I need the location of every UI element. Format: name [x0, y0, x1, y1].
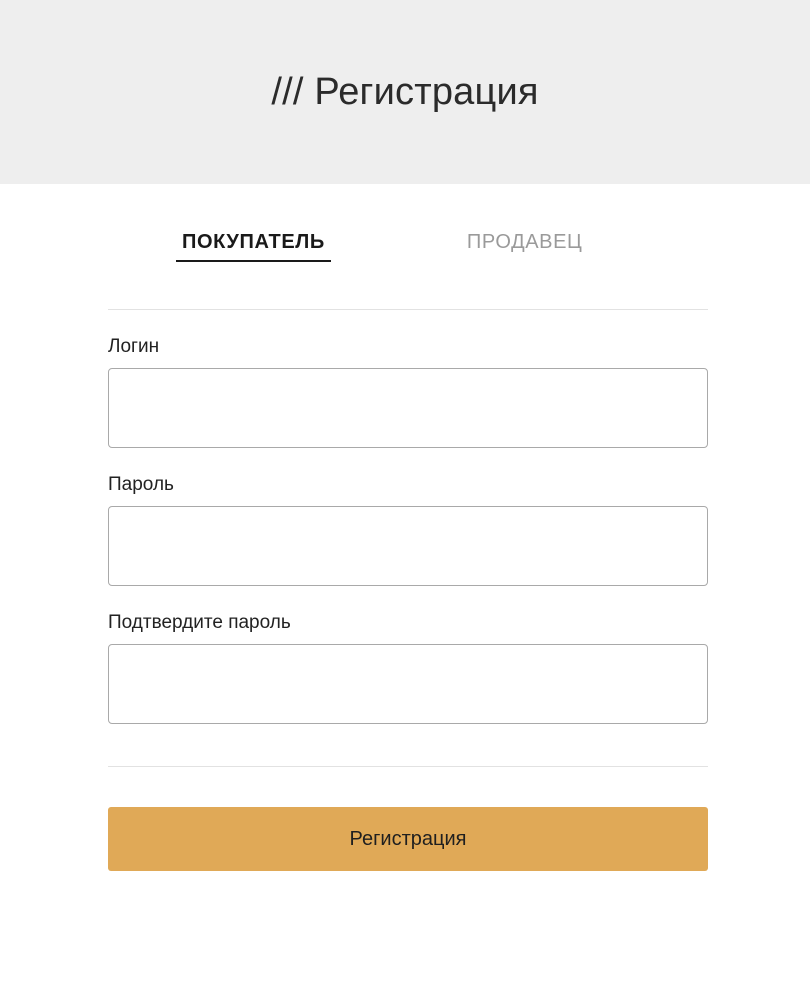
- field-password: [0, 474, 810, 586]
- page-header: [0, 0, 810, 184]
- field-password-label: Пароль: [108, 474, 174, 495]
- password-input[interactable]: [108, 506, 708, 586]
- role-tabs: [0, 230, 810, 262]
- submit-container: [0, 807, 810, 871]
- form-bottom-divider: [108, 766, 708, 767]
- registration-form-container: [0, 230, 810, 871]
- login-input[interactable]: [108, 368, 708, 448]
- password-confirm-input[interactable]: [108, 644, 708, 724]
- form-top-divider: [108, 309, 708, 310]
- page-title: /// Регистрация: [271, 71, 539, 113]
- tab-seller[interactable]: ПРОДАВЕЦ: [461, 230, 589, 262]
- field-password-confirm: [0, 612, 810, 724]
- field-login-label: Логин: [108, 336, 160, 357]
- field-login: [0, 336, 810, 448]
- tab-buyer[interactable]: ПОКУПАТЕЛЬ: [176, 230, 331, 262]
- field-password-confirm-label: Подтвердите пароль: [108, 612, 291, 633]
- register-button[interactable]: Регистрация: [108, 807, 708, 871]
